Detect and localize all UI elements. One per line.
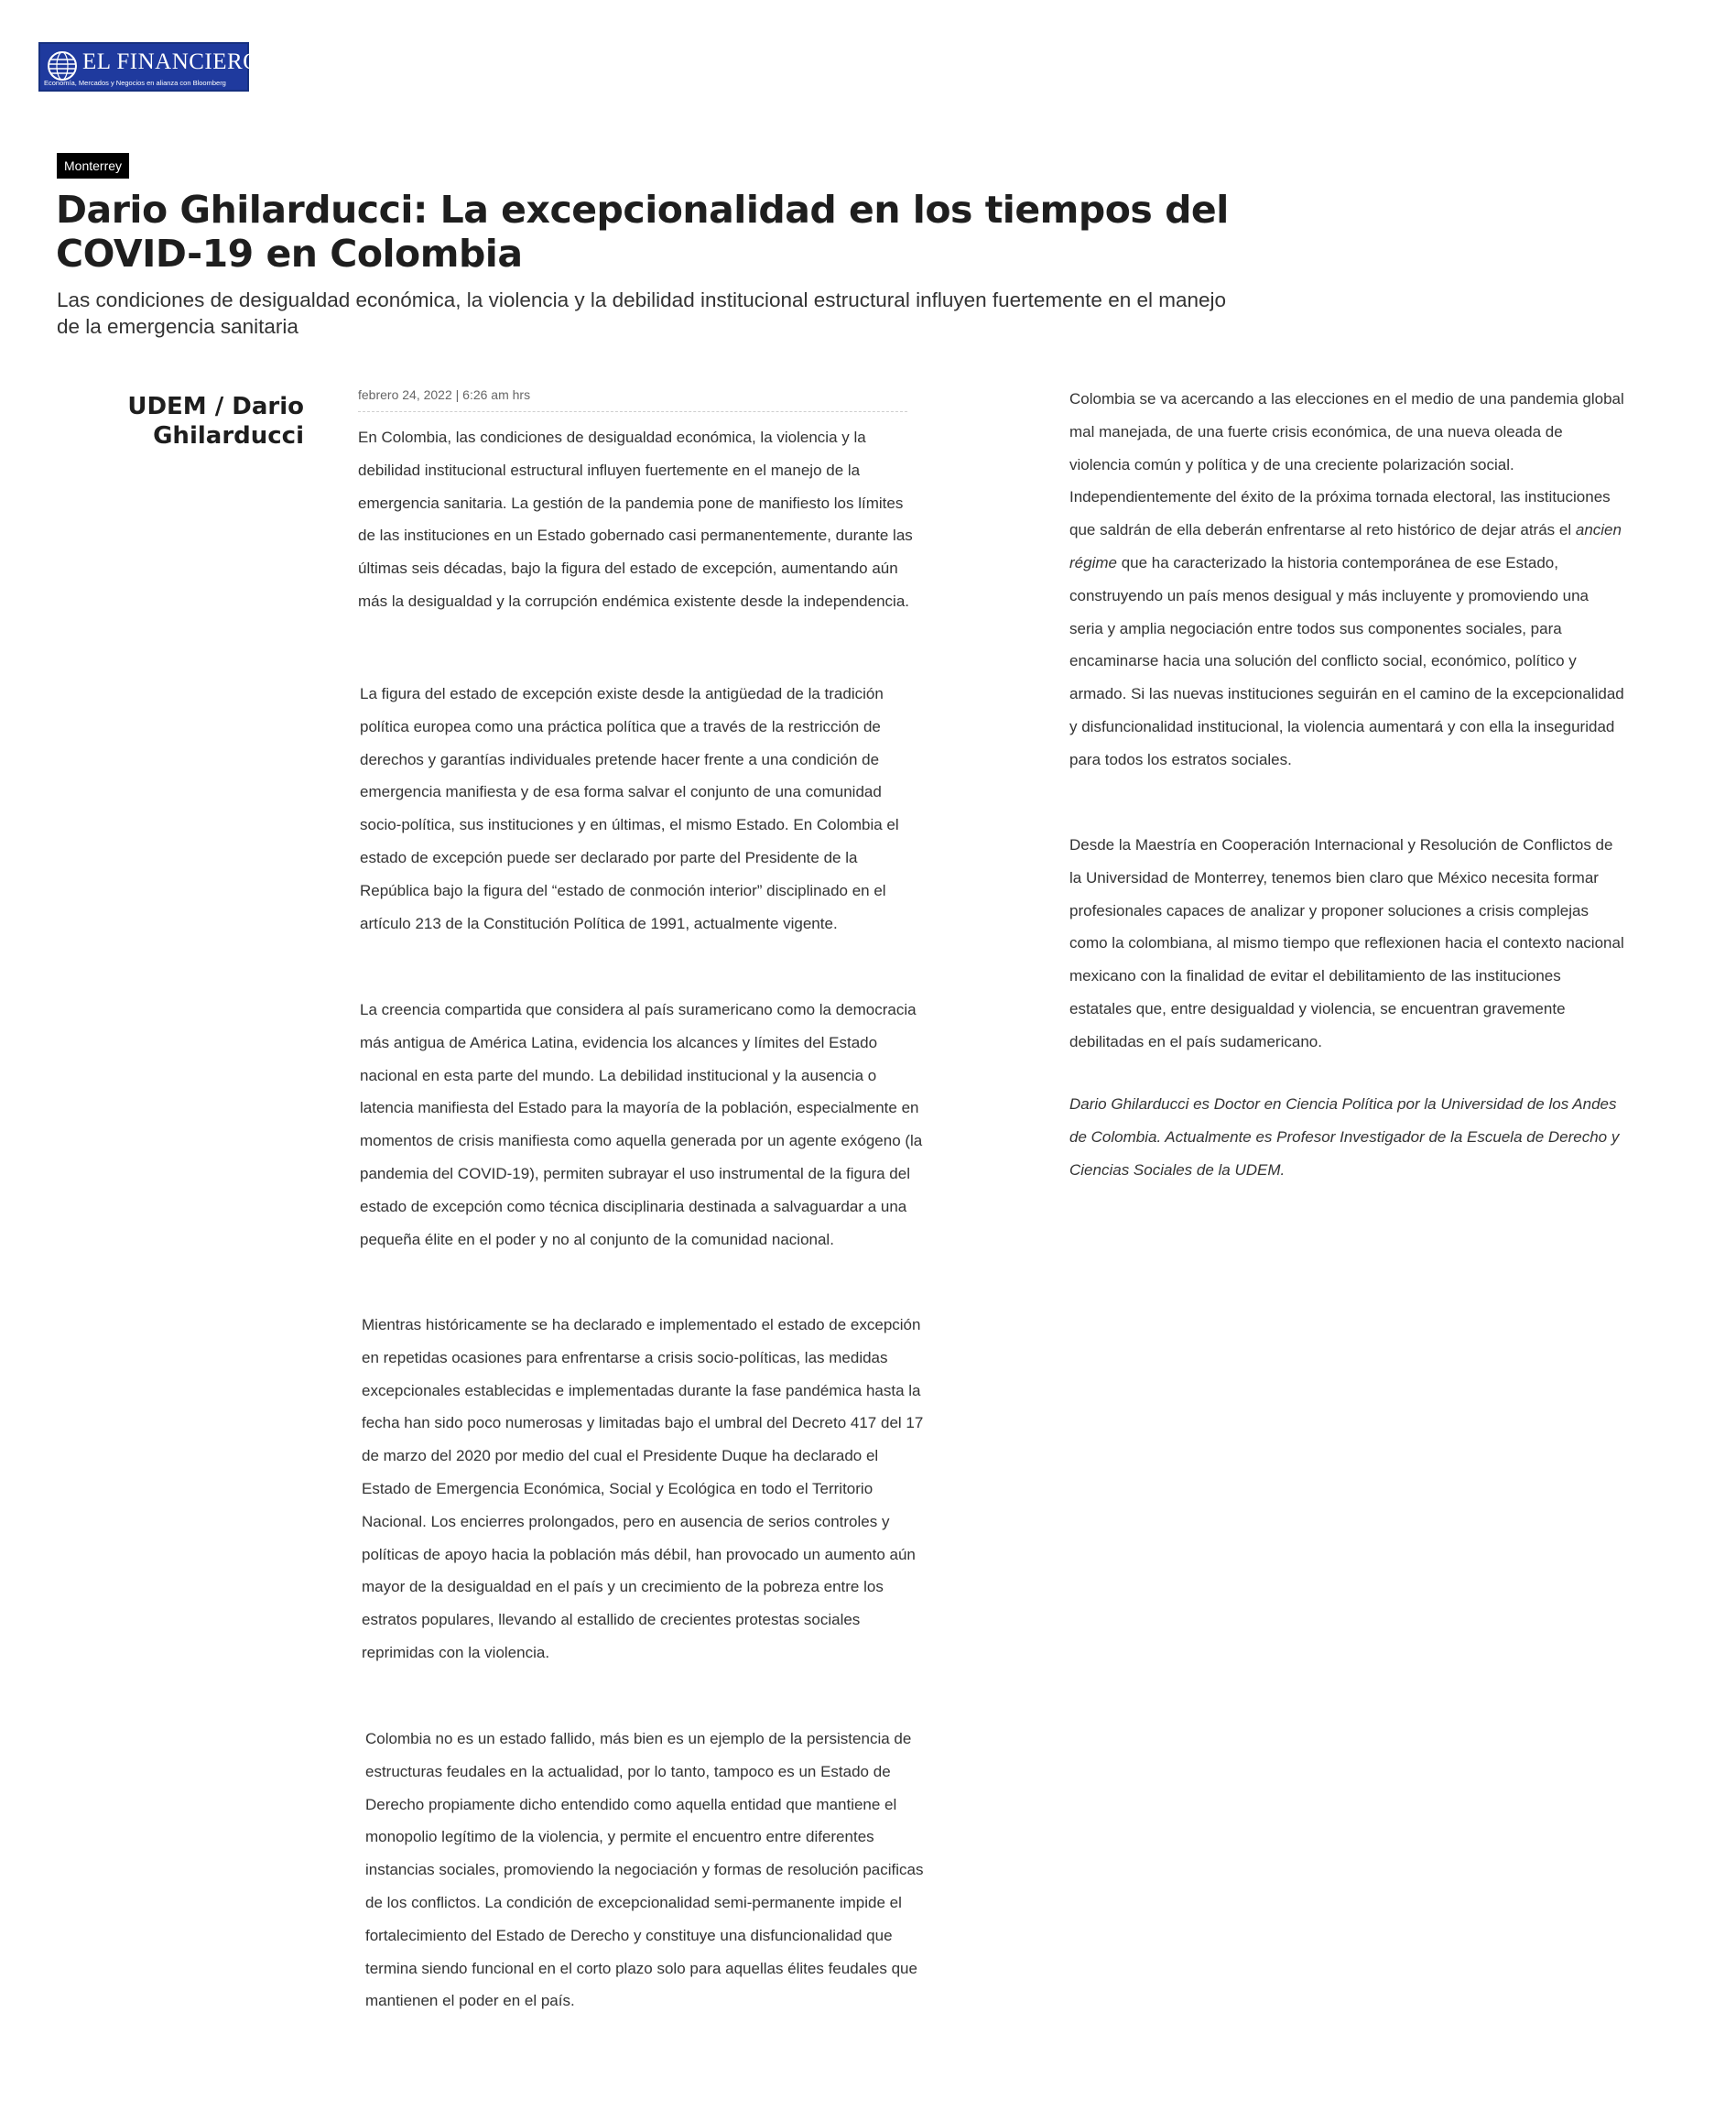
article-paragraph-7: Desde la Maestría en Cooperación Internacional y Resolución de Conflictos de la Universidad de Monterrey, tenemos bien claro que México necesita formar profesionales capaces de analizar y proponer soluciones a crisis complejas como la colombiana, al mismo tiempo que reflexionen hacia el contexto nacional mexicano con la finalidad de evitar el debilitamiento de las instituciones estatales que, entre desigualdad y violencia, se encuentran gravemente debilitadas en el país sudamericano. bbox=[1069, 836, 1624, 1050]
globe-icon bbox=[45, 49, 80, 82]
article-paragraph-5: Colombia no es un estado fallido, más bien es un ejemplo de la persistencia de estructuras feudales en la actualidad, por lo tanto, tampoco es un Estado de Derecho propiamente dicho entendido como aquella entidad que mantiene el monopolio legítimo de la violencia, y permite el encuentro entre diferentes instancias sociales, promoviendo la negociación y formas de resolución pacificas de los conflictos. La condición de excepcionalidad semi-permanente impide el fortalecimiento del Estado de Derecho y constituye una disfuncionalidad que termina siendo funcional en el corto plazo solo para aquellas élites feudales que mantienen el poder en el país. bbox=[365, 1730, 924, 2010]
article-subtitle: Las condiciones de desigualdad económica, la violencia y la debilidad institucional estructural influyen fuertemente en el manejo de la emergencia sanitaria bbox=[57, 288, 1227, 338]
logo-wordmark: EL FINANCIERO bbox=[82, 49, 260, 74]
ancien-regime-italic: ancien régime bbox=[1069, 521, 1622, 571]
article-title: Dario Ghilarducci: La excepcionalidad en los tiempos del COVID-19 en Colombia bbox=[56, 188, 1229, 276]
site-logo[interactable] bbox=[38, 42, 260, 92]
article-paragraph-6 bbox=[1069, 383, 1624, 777]
author-bio: Dario Ghilarducci es Doctor en Ciencia Política por la Universidad de los Andes de Colombia. Actualmente es Profesor Investigador de la Escuela de Derecho y Ciencias Sociales de la UDEM. bbox=[1069, 1095, 1620, 1179]
paragraph-6-part-2: que ha caracterizado la historia contemporánea de ese Estado, construyendo un país menos desigual y más incluyente y promoviendo una seria y amplia negociación entre todos sus componentes sociales, para encaminarse hacia una solución del conflicto social, económico, político y armado. Si las nuevas instituciones seguirán en el camino de la excepcionalidad y disfuncionalidad institucional, la violencia aumentará y con ella la inseguridad para todos los estratos sociales. bbox=[1069, 553, 1624, 768]
paragraph-6-part-1: Colombia se va acercando a las elecciones en el medio de una pandemia global mal manejada, de una fuerte crisis económica, de una nueva oleada de violencia común y política y de una creciente polarización social. Independientemente del éxito de la próxima tornada electoral, las instituciones que saldrán de ella deberán enfrentarse al reto histórico de dejar atrás el bbox=[1069, 390, 1624, 539]
author-name[interactable]: UDEM / Dario Ghilarducci bbox=[127, 393, 304, 450]
article-paragraph-3: La creencia compartida que considera al país suramericano como la democracia más antigua de América Latina, evidencia los alcances y límites del Estado nacional en esta parte del mundo. La debilidad institucional y la ausencia o latencia manifiesta del Estado para la mayoría de la población, especialmente en momentos de crisis manifiesta como aquella generada por un agente exógeno (la pandemia del COVID-19), permiten subrayar el uso instrumental de la figura del estado de excepción como técnica disciplinaria destinada a salvaguardar a una pequeña élite en el poder y no al conjunto de la comunidad nacional. bbox=[360, 1001, 923, 1248]
logo-tagline: Economía, Mercados y Negocios en alianza con Bloomberg bbox=[44, 79, 226, 87]
publish-date: febrero 24, 2022 | 6:26 am hrs bbox=[358, 384, 907, 412]
section-badge[interactable]: Monterrey bbox=[57, 153, 129, 179]
article-paragraph-4: Mientras históricamente se ha declarado e implementado el estado de excepción en repetidas ocasiones para enfrentarse a crisis socio-políticas, las medidas excepcionales establecidas e implementadas durante la fase pandémica hasta la fecha han sido poco numerosas y limitadas bajo el umbral del Decreto 417 del 17 de marzo del 2020 por medio del cual el Presidente Duque ha declarado el Estado de Emergencia Económica, Social y Ecológica en todo el Territorio Nacional. Los encierres prolongados, pero en ausencia de serios controles y políticas de apoyo hacia la población más débil, han provocado un aumento aún mayor de la desigualdad en el país y un crecimiento de la pobreza entre los estratos populares, llevando al estallido de crecientes protestas sociales reprimidas con la violencia. bbox=[362, 1316, 924, 1661]
article-paragraph-2: La figura del estado de excepción existe desde la antigüedad de la tradición política europea como una práctica política que a través de la restricción de derechos y garantías individuales pretende hacer frente a una condición de emergencia manifiesta y de esa forma salvar el conjunto de una comunidad socio-política, sus instituciones y en últimas, el mismo Estado. En Colombia el estado de excepción puede ser declarado por parte del Presidente de la República bajo la figura del “estado de conmoción interior” disciplinado en el artículo 213 de la Constitución Política de 1991, actualmente vigente. bbox=[360, 685, 899, 932]
article-paragraph-1: En Colombia, las condiciones de desigualdad económica, la violencia y la debilidad institucional estructural influyen fuertemente en el manejo de la emergencia sanitaria. La gestión de la pandemia pone de manifiesto los límites de las instituciones en un Estado gobernado casi permanentemente, durante las últimas seis décadas, bajo la figura del estado de excepción, aumentando aún más la desigualdad y la corrupción endémica existente desde la independencia. bbox=[358, 429, 913, 610]
